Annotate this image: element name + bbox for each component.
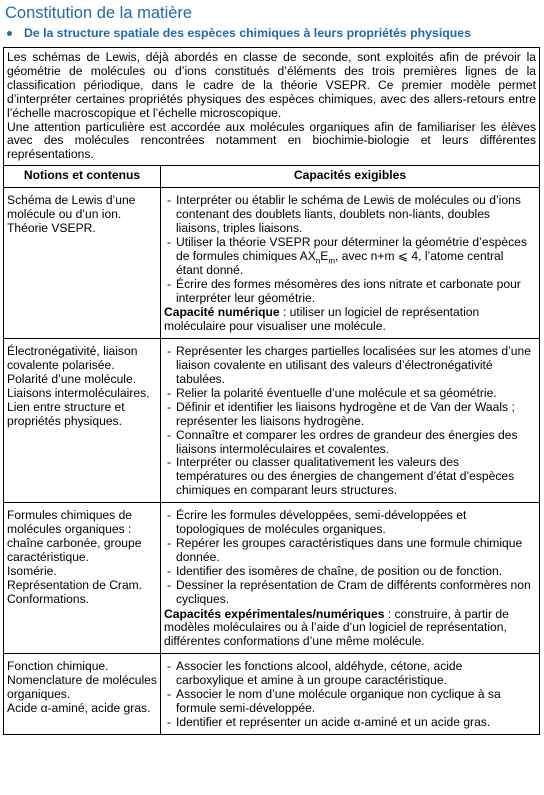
capacite-item: - Associer les fonctions alcool, aldéhyde, cétone, acide carboxylique et amine à un groupe caractéristique. xyxy=(167,659,463,688)
capacite-text: Écrire les formules développées, semi-développées et topologiques de molécules organiques. xyxy=(176,508,467,537)
table-row xyxy=(4,339,540,503)
document xyxy=(3,4,540,735)
capacite-item: - Identifier des isomères de chaîne, de position ou de fonction. xyxy=(167,563,503,578)
notion-item: Acide α-aminé, acide gras. xyxy=(7,700,151,715)
capacite-text: Associer les fonctions alcool, aldéhyde, cétone, acide carboxylique et amine à un groupe caractéristique. xyxy=(176,659,463,688)
table-row xyxy=(4,503,540,654)
capacite-item: - Repérer les groupes caractéristiques dans une formule chimique donnée. xyxy=(167,536,523,564)
intro-paragraph: Les schémas de Lewis, déjà abordés en classe de seconde, sont exploités afin de prévoir la géométrie de molécules ou d’ions constitués d’éléments des trois premières lignes de la classification périodique, dans le cadre de la théorie VSEPR. Ce premier modèle permet d’interpréter certaines propriétés physiques des espèces chimiques, avec des allers-retours entre l’échelle macroscopique et l’échelle microscopique. xyxy=(7,50,536,120)
notions-cell xyxy=(4,654,161,735)
notion-item: Nomenclature de molécules organiques. xyxy=(7,673,157,702)
capacite-item: - Interpréter ou classer qualitativement les valeurs des températures ou des énergies de changement d’état d’espèces chimiques en comparant leurs structures. xyxy=(167,455,515,498)
notions-cell xyxy=(4,339,161,503)
capacite-text: Identifier des isomères de chaîne, de position ou de fonction. xyxy=(176,563,503,578)
notion-item: Isomérie. xyxy=(7,563,57,578)
notion-item: Conformations. xyxy=(7,591,90,606)
intro-box xyxy=(3,47,540,165)
section-subtitle-text: De la structure spatiale des espèces chimiques à leurs propriétés physiques xyxy=(24,26,471,40)
capacite-text: Repérer les groupes caractéristiques dans une formule chimique donnée. xyxy=(176,536,523,564)
capacite-text: Utiliser la théorie VSEPR pour déterminer la géométrie d’espèces de formules chimiques $AX_nE_m$, avec n+m ⩽ 4, l’atome central étant donné. xyxy=(176,234,527,277)
capacites-experimentales: Capacités expérimentales/numériques : construire, à partir de modèles moléculaires ou à l’aide d’un logiciel de représentation, différentes conformations d’une même molécule. xyxy=(164,606,509,649)
capacite-item: - Associer le nom d’une molécule organique non cyclique à sa formule semi-développée. xyxy=(167,687,501,715)
capacite-item: - Interpréter ou établir le schéma de Lewis de molécules ou d’ions contenant des doublets liants, doublets non-liants, doubles liaisons, triples liaisons. xyxy=(167,193,521,235)
column-header-capacites: Capacités exigibles xyxy=(161,166,540,188)
column-header-notions: Notions et contenus xyxy=(4,166,161,188)
capacite-numerique: Capacité numérique : utiliser un logiciel de représentation moléculaire pour visualiser une molécule. xyxy=(164,305,480,334)
notion-item: Électronégativité, liaison covalente polarisée. xyxy=(7,344,138,373)
capacites-cell xyxy=(161,654,540,735)
capacites-cell xyxy=(161,188,540,339)
capacite-text: Connaître et comparer les ordres de grandeur des énergies des liaisons intermoléculaires et covalentes. xyxy=(176,427,518,456)
notion-item: Liaisons intermoléculaires. xyxy=(7,385,150,400)
notion-item: Formules chimiques de molécules organiques : chaîne carbonée, groupe caractéristique. xyxy=(7,508,142,564)
capacite-text: Interpréter ou établir le schéma de Lewis de molécules ou d’ions contenant des doublets liants, doublets non-liants, doubles liaisons, triples liaisons. xyxy=(176,193,521,235)
capacite-item: - Utiliser la théorie VSEPR pour déterminer la géométrie d’espèces de formules chimiques $AX_nE_m$, avec n+m ⩽ 4, l’atome central étant donné. xyxy=(167,234,527,277)
intro-paragraph: Une attention particulière est accordée aux molécules organiques afin de familiariser les élèves avec des molécules rencontrées notamment en biochimie-biologie et leurs différentes représentations. xyxy=(7,119,536,162)
table-row xyxy=(4,188,540,339)
notion-item: Fonction chimique. xyxy=(7,659,109,674)
capacites-cell xyxy=(161,503,540,654)
capacite-text: Associer le nom d’une molécule organique non cyclique à sa formule semi-développée. xyxy=(176,687,501,715)
capacite-text: Dessiner la représentation de Cram de différents conformères non cycliques. xyxy=(176,577,531,606)
capacite-item: - Relier la polarité éventuelle d’une molécule et sa géométrie. xyxy=(167,385,497,400)
capacite-item: - Dessiner la représentation de Cram de différents conformères non cycliques. xyxy=(167,577,531,606)
capacite-item: - Représenter les charges partielles localisées sur les atomes d’une liaison covalente en utilisant des valeurs d’électronégativité tabulées. xyxy=(167,344,531,387)
page-title: Constitution de la matière xyxy=(5,4,193,22)
notion-item: Polarité d’une molécule. xyxy=(7,372,137,387)
capacite-text: Représenter les charges partielles localisées sur les atomes d’une liaison covalente en utilisant des valeurs d’électronégativité tabulées. xyxy=(176,344,531,387)
notions-cell xyxy=(4,188,161,339)
notions-cell xyxy=(4,503,161,654)
capacite-item: - Identifier et représenter un acide α-aminé et un acide gras. xyxy=(167,714,491,729)
capacite-item: - Connaître et comparer les ordres de grandeur des énergies des liaisons intermoléculaires et covalentes. xyxy=(167,427,518,456)
notion-item: Représentation de Cram. xyxy=(7,577,143,592)
capacite-text: Définir et identifier les liaisons hydrogène et de Van der Waals ; représenter les liaisons hydrogène. xyxy=(176,399,515,428)
notion-item: Lien entre structure et propriétés physiques. xyxy=(7,399,125,428)
capacite-item: - Écrire les formules développées, semi-développées et topologiques de molécules organiques. xyxy=(167,508,467,537)
notion-item: Théorie VSEPR. xyxy=(7,220,96,235)
section-subtitle xyxy=(7,26,540,41)
capacite-item: - Écrire des formes mésomères des ions nitrate et carbonate pour interpréter leur géométrie. xyxy=(167,276,521,305)
table-row xyxy=(4,654,540,735)
notion-item: Schéma de Lewis d’une molécule ou d’un ion. xyxy=(7,193,136,222)
capacites-cell xyxy=(161,339,540,503)
program-table xyxy=(3,165,540,735)
capacite-text: Relier la polarité éventuelle d’une molécule et sa géométrie. xyxy=(176,385,497,400)
capacite-text: Interpréter ou classer qualitativement les valeurs des températures ou des énergies de changement d’état d’espèces chimiques en comparant leurs structures. xyxy=(176,455,515,498)
bullet-icon xyxy=(7,31,12,36)
capacite-text: Identifier et représenter un acide α-aminé et un acide gras. xyxy=(176,714,491,729)
capacite-text: Écrire des formes mésomères des ions nitrate et carbonate pour interpréter leur géométrie. xyxy=(176,276,521,305)
table-header-row xyxy=(4,166,540,188)
capacite-item: - Définir et identifier les liaisons hydrogène et de Van der Waals ; représenter les liaisons hydrogène. xyxy=(167,399,515,428)
